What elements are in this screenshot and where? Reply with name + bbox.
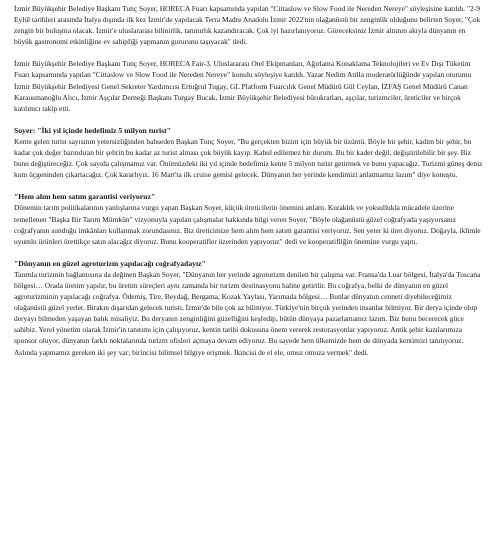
section-heading-guarantee: "Hem alım hem satım garantisi veriyoruz" [14,192,156,202]
section-heading-tourism: Soyer: "İki yıl içinde hedefimiz 5 milyon turist" [14,125,171,135]
section-body-guarantee: Dönemin tarım politikalarının yanlışlarına vurgu yapan Başkan Soyer, küçük üreticilerin önemini anlattı. Kuraklık ve yoksullukla mücadele üzerine temellenen "Başka Bir Tarım Mümkün" vizyonuyla yapılan çalışmalar hakkında bilgi veren Soyer, "Böyle olağanüstü güzel coğrafyada yaşıyorsanız coğrafyanın sunduğu imkânları kullanmak zorundasınız. Biz üreticimize hem alım hem satım garantisi veriyoruz. Sen yeter ki üret diyoruz. Doğayla, iklimle uyumlu ürünleri ürettikçe satın alacağız diyoruz. Bunu kooperatifler üzerinden yapıyoruz" dedi ve kooperatifliğin önemine vurgu yaptı. [14,203,481,246]
event-paragraph: İzmir Büyükşehir Belediye Başkanı Tunç Soyer, HORECA Fair-3. Uluslararası Otel Ekipmanları, Ağırlama Konaklama Teknolojileri ve Ev Dışı Tüketim Fuarı kapsamında yapılan "Cittaslow ve Slow Food ile Nereden Nereye" konulu söyleşiye katıldı. Yazar Nedim Atilla moderatörlüğünde yapılan oturumu İzmir Büyükşehir Belediyesi Genel Sekreter Yardımcısı Ertuğrul Tugay, GL Platform Fuarcılık Genel Müdürü Gül Ceylan, İZFAŞ Genel Müdürü Canan Karaosmanoğlu Alıcı, İzmir Aşçılar Derneği Başkanı Turgay Bucak, İzmir Büyükşehir Belediyesi bürokratları, aşçılar, turizmciler, üreticiler ve birçok katılımcı takip etti. [14,59,472,113]
section-heading-agrotourism: "Dünyanın en güzel agroturizm yapılacağı coğrafyadayız" [14,258,206,268]
section-body-agrotourism: Tarımla turizmin bağlantısına da değinen Başkan Soyer, "Dünyanın her yerinde agroturizm denilen bir çalışma var. Fransa'da Luar bölgesi, İtalya'da Toscana bölgesi… Orada üretim yapılır, bu üretim süreçleri aynı zamanda bir turizm destinasyonu haline getirilir. Bu coğrafya, belki de dünyanın en güzel agroturizminin yapılacağı coğrafya. Ödemiş, Tire, Beydağ, Bergama, Kozak Yaylası, Yarımada bölgesi… Bunlar dünyanın cenneti diyebileceğimiz olağanüstü güzel yerler. Birakın dışarıdan gelecek turisti, İzmir'de bile çok az biliniyor. Türkiye'nin birçok yerinden insanlar bilmiyor. Bir derya içinde olup deryayı bilmeden yaşayan balık misaliyiz. Bu deryanın zenginliğini güzelliğini keşfedip, bütün dünyaya pazarlamamız lazım. Biz bunu becerecek güce sahibiz. Yerel yönetim olarak İzmir'in tanıtımı için çalışıyoruz, kentin tarihi dokusuna önem vererek restorasyonlar yapıyoruz. Antik şehir kazılarımıza sponsor oluyor, dünyanın farklı noktalarında turizm ofisleri açmaya devam ediyoruz. Bu sayede hem ülkemizde hem de dünyada kentimizi tanıtıyoruz. Aslında yapmamız gereken iki şey var; birincisi bilimsel bilgiye erişmek. İkincisi de el ele, omuz omuza vermek" dedi. [14,269,481,357]
section-body-tourism: Kente gelen turist sayısının yetersizliğinden bahseden Başkan Tunç Soyer, "Bu gerçekten bizim için büyük bir üzüntü. Böyle bir şehir, kadim bir şehir, bu kadar çok değer barındıran bir şehrin bu kadar az turist alması çok büyük kayıp. Kabul edilemez bir durum. Bu bir kader değil, değiştirilebilir bir şey. Biz bunu değiştireceğiz. Çok sayıda çalışmamız var. Önümüzdeki iki yıl içinde hedefimiz kente 5 milyon turist getirmek ve bunu yapacağız. Turizmi güneş deniz kum üçgeninden çıkartacağız. Çok kararlıyız. 16 Mart'ta ilk cruise gemisi gelecek. Dünyanın her yerinde kendimizi anlatmamız lazım" diye konuştu. [14,136,483,180]
intro-paragraph: İzmir Büyükşehir Belediye Başkanı Tunç Soyer, HORECA Fuarı kapsamında yapılan "Cittaslow ve Slow Food ile Nereden Nereye" söyleşisine katıldı. "2-9 Eylül tarihleri arasında İtalya dışında ilk kez İzmir'de yapılacak Terra Madre Anadolu İzmir 2022'nin olağanüstü bir zenginlik olduğunu belirten Soyer, "Çok zengin bir buluşma olacak. İzmir'e uluslararası bilinirlik, tanınırlık kazandıracak. Çok iyi hazırlanıyoruz. Göreceksiniz İzmir alnının akıyla dünyanın en büyük gastronomi etkinliğine ev sahipliği yapmanın gururunu taşıyacak" dedi. [14,4,481,47]
